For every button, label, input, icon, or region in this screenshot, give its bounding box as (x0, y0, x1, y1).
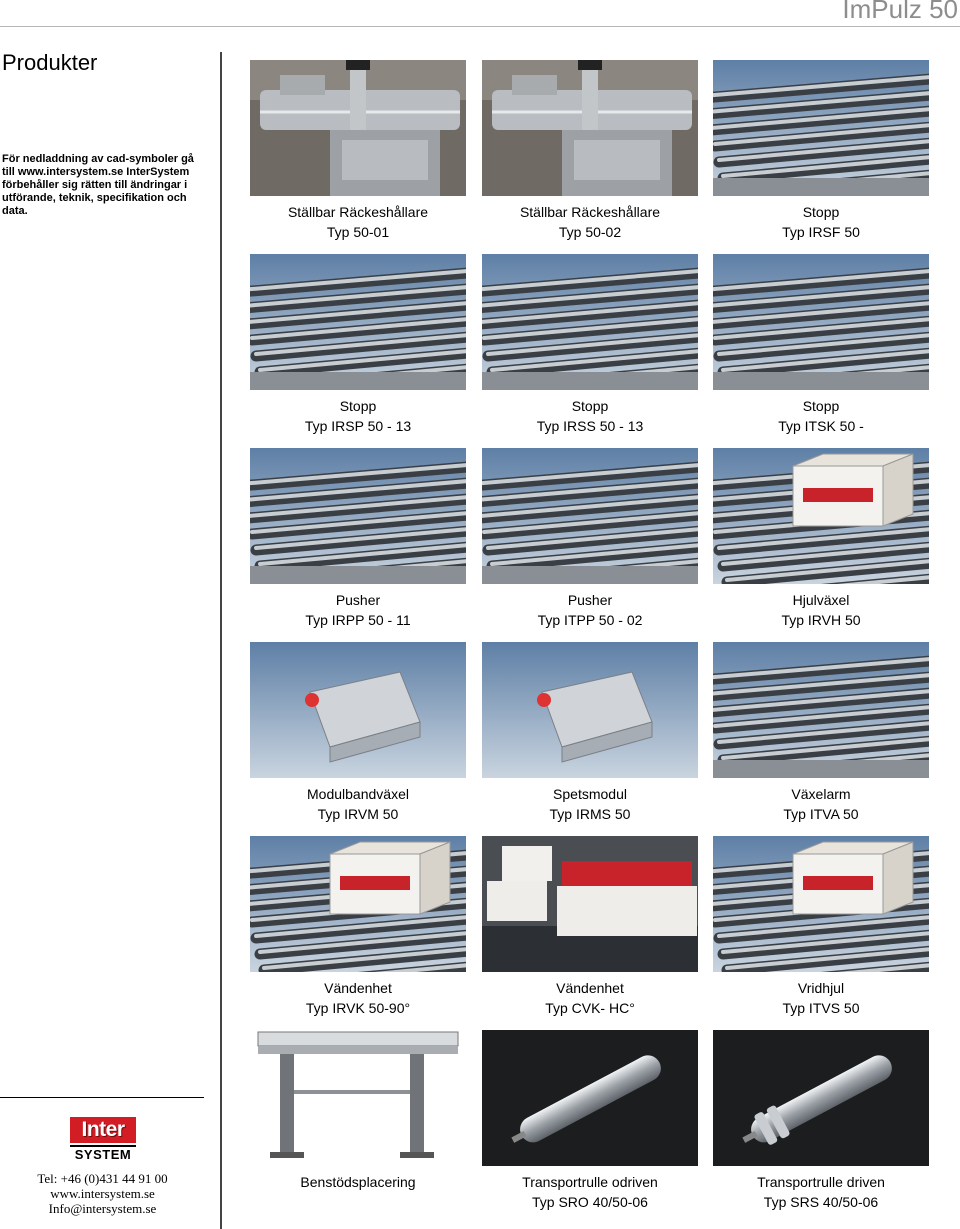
product-name: Benstödsplacering (300, 1174, 416, 1190)
product-photo (482, 1030, 698, 1166)
product-type: Typ SRS 40/50-06 (763, 1194, 879, 1210)
product-type: Typ ITSK 50 - (778, 418, 864, 434)
product-type: Typ IRVH 50 (781, 612, 861, 628)
product-name: Stopp (571, 398, 609, 414)
roller-conveyor-image (250, 254, 466, 390)
product-photo (250, 642, 466, 778)
product-card (713, 836, 929, 1018)
guide-rail-holder-image (250, 60, 466, 196)
product-caption (250, 978, 466, 1018)
product-card (482, 60, 698, 242)
product-photo (482, 836, 698, 972)
product-type: Typ ITPP 50 - 02 (537, 612, 643, 628)
product-caption (250, 784, 466, 824)
contact-phone: Tel: +46 (0)431 44 91 00 (37, 1171, 168, 1186)
conveyor-with-box-image (713, 448, 929, 584)
product-type: Typ IRVK 50-90° (305, 1000, 411, 1016)
product-caption (482, 1172, 698, 1212)
contact-email[interactable]: Info@intersystem.se (48, 1201, 157, 1216)
product-name: Transportrulle driven (757, 1174, 885, 1190)
product-type: Typ IRSF 50 (782, 224, 860, 240)
product-type: Typ IRMS 50 (549, 806, 631, 822)
boxes-image (482, 836, 698, 972)
page-title: Produkter (2, 50, 98, 75)
product-photo (482, 254, 698, 390)
product-card (250, 836, 466, 1018)
product-caption (713, 978, 929, 1018)
conveyor-with-box-image (250, 836, 466, 972)
product-name: Transportrulle odriven (522, 1174, 658, 1190)
product-photo (250, 254, 466, 390)
product-card (713, 254, 929, 436)
product-type: Typ IRSS 50 - 13 (536, 418, 644, 434)
product-name: Vändenhet (556, 980, 624, 996)
product-card (250, 60, 466, 242)
product-name: Pusher (567, 592, 613, 608)
product-card (482, 1030, 698, 1212)
product-type: Typ IRVM 50 (317, 806, 399, 822)
product-caption (713, 590, 929, 630)
product-photo (713, 60, 929, 196)
contact-website[interactable]: www.intersystem.se (50, 1186, 155, 1201)
product-name: Stopp (802, 398, 840, 414)
roller-driven-image (713, 1030, 929, 1166)
product-caption (713, 202, 929, 242)
product-name: Vändenhet (324, 980, 392, 996)
product-card (250, 1030, 466, 1192)
product-name: Ställbar Räckeshållare (287, 204, 429, 220)
product-caption (713, 396, 929, 436)
roller-conveyor-image (713, 60, 929, 196)
product-card (250, 254, 466, 436)
product-photo (713, 254, 929, 390)
product-name: Ställbar Räckeshållare (519, 204, 661, 220)
product-card (713, 642, 929, 824)
product-card (713, 60, 929, 242)
product-card (482, 448, 698, 630)
product-type: Typ 50-01 (326, 224, 390, 240)
product-photo (482, 642, 698, 778)
product-photo (482, 448, 698, 584)
product-caption (250, 1172, 466, 1192)
product-name: Spetsmodul (553, 786, 627, 802)
roller-conveyor-image (713, 254, 929, 390)
product-caption (250, 202, 466, 242)
product-photo (713, 1030, 929, 1166)
guide-rail-holder-image (482, 60, 698, 196)
product-photo (713, 642, 929, 778)
product-photo (250, 60, 466, 196)
product-caption (713, 784, 929, 824)
product-photo (250, 1030, 466, 1166)
product-card (250, 448, 466, 630)
roller-conveyor-image (482, 448, 698, 584)
product-caption (713, 1172, 929, 1212)
product-photo (713, 448, 929, 584)
product-name: Pusher (335, 592, 381, 608)
product-card (482, 254, 698, 436)
product-name: Vridhjul (797, 980, 845, 996)
module-3d-image (482, 642, 698, 778)
product-caption (482, 978, 698, 1018)
disclaimer-note: För nedladdning av cad-symboler gå till www.intersystem.se InterSystem förbehåller sig rätten till ändringar i utförande, teknik, specifikation och data. (2, 153, 194, 217)
product-type: Typ CVK- HC° (545, 1000, 635, 1016)
product-caption (482, 202, 698, 242)
product-name: Stopp (339, 398, 377, 414)
product-card (482, 836, 698, 1018)
product-name: Hjulväxel (792, 592, 850, 608)
product-photo (250, 448, 466, 584)
roller-conveyor-image (713, 642, 929, 778)
product-caption (250, 590, 466, 630)
product-type: Typ SRO 40/50-06 (532, 1194, 648, 1210)
product-caption (482, 590, 698, 630)
product-type: Typ IRPP 50 - 11 (305, 612, 411, 628)
conveyor-with-box-image (713, 836, 929, 972)
product-photo (713, 836, 929, 972)
product-card (482, 642, 698, 824)
brand-title: ImPulz 50 (842, 0, 958, 24)
product-type: Typ ITVA 50 (783, 806, 859, 822)
product-type: Typ IRSP 50 - 13 (304, 418, 412, 434)
leg-stand-image (250, 1030, 466, 1166)
product-card (250, 642, 466, 824)
product-card (713, 448, 929, 630)
product-type: Typ 50-02 (558, 224, 622, 240)
roller-conveyor-image (250, 448, 466, 584)
logo-system-text: SYSTEM (70, 1145, 136, 1163)
product-caption (250, 396, 466, 436)
product-caption (482, 784, 698, 824)
product-name: Stopp (802, 204, 840, 220)
product-type: Typ ITVS 50 (782, 1000, 860, 1016)
roller-conveyor-image (482, 254, 698, 390)
product-photo (482, 60, 698, 196)
logo-inter-text: Inter (70, 1117, 136, 1143)
product-name: Modulbandväxel (307, 786, 409, 802)
product-card (713, 1030, 929, 1212)
product-name: Växelarm (791, 786, 851, 802)
roller-image (482, 1030, 698, 1166)
product-caption (482, 396, 698, 436)
module-3d-image (250, 642, 466, 778)
product-photo (250, 836, 466, 972)
